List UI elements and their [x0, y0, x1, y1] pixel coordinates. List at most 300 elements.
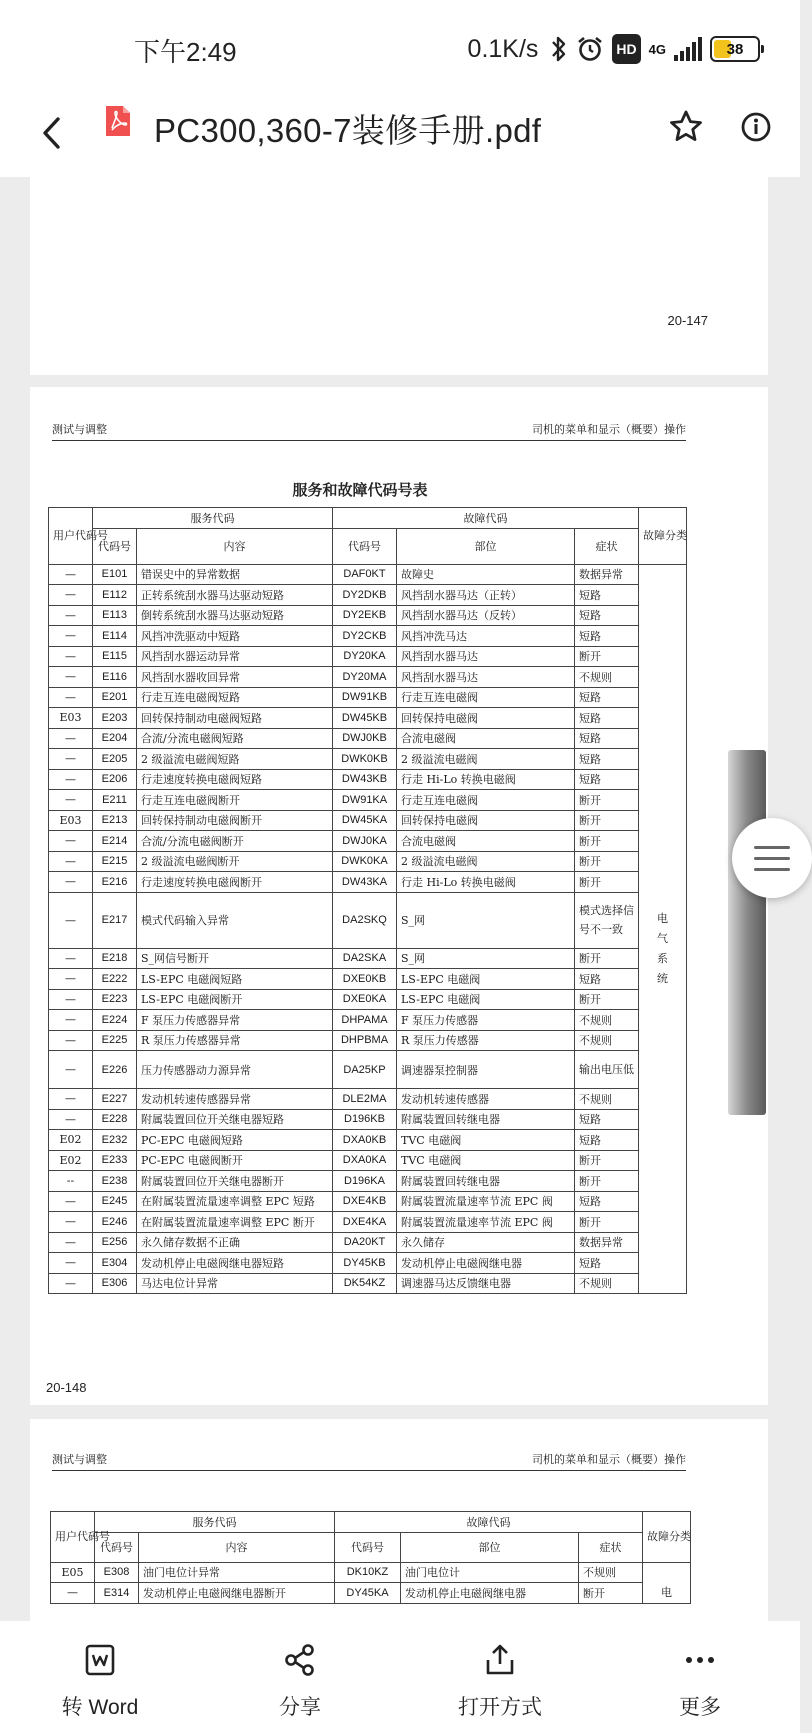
cell-user-code: -- — [49, 1171, 93, 1192]
cell-fault-code: DY45KA — [335, 1583, 401, 1604]
table-row — [49, 810, 687, 831]
cell-fault-code: DW45KB — [333, 708, 397, 729]
cell-fault-code: D196KB — [333, 1109, 397, 1130]
cell-part: 调速器泵控制器 — [397, 1051, 575, 1089]
cell-user-code: — — [49, 969, 93, 990]
cell-part: 附属装置流量速率节流 EPC 阀 — [397, 1212, 575, 1233]
cell-user-code: — — [49, 1109, 93, 1130]
table-row — [49, 1191, 687, 1212]
cell-user-code: — — [49, 585, 93, 606]
cell-part: 风挡刮水器马达（反转） — [397, 605, 575, 626]
table-row — [49, 646, 687, 667]
cell-symptom: 断开 — [575, 1171, 639, 1192]
cell-user-code: E02 — [49, 1150, 93, 1171]
hd-icon: HD — [612, 34, 640, 64]
cell-service-code: E215 — [93, 851, 137, 872]
cell-content: 压力传感器动力源异常 — [137, 1051, 333, 1089]
cell-fault-code: DWK0KA — [333, 851, 397, 872]
table-row — [49, 948, 687, 969]
pdf-file-icon — [104, 104, 132, 138]
cell-service-code: E206 — [93, 769, 137, 790]
cell-service-code: E217 — [93, 892, 137, 948]
table-row — [49, 892, 687, 948]
table-row — [49, 1171, 687, 1192]
cell-part: 发动机停止电磁阀继电器 — [401, 1583, 579, 1604]
header-user-code: 用户代码号 — [51, 1512, 95, 1563]
cell-service-code: E204 — [93, 728, 137, 749]
header-part: 部位 — [401, 1532, 579, 1562]
table-row — [49, 1109, 687, 1130]
table-row — [51, 1562, 691, 1583]
cell-symptom: 短路 — [575, 605, 639, 626]
cell-content: LS-EPC 电磁阀短路 — [137, 969, 333, 990]
cell-user-code: — — [49, 1051, 93, 1089]
star-icon[interactable] — [666, 107, 706, 147]
header-left: 测试与调整 — [52, 1453, 107, 1466]
cell-service-code: E218 — [93, 948, 137, 969]
cell-part: 行走互连电磁阀 — [397, 687, 575, 708]
cell-fault-code: DXE4KA — [333, 1212, 397, 1233]
cell-part: 合流电磁阀 — [397, 831, 575, 852]
cell-user-code: — — [49, 1273, 93, 1294]
cell-content: F 泵压力传感器异常 — [137, 1010, 333, 1031]
cell-service-code: E245 — [93, 1191, 137, 1212]
cell-symptom: 断开 — [575, 1212, 639, 1233]
table-row — [49, 708, 687, 729]
cell-content: PC-EPC 电磁阀短路 — [137, 1130, 333, 1151]
cell-part: 附属装置回转继电器 — [397, 1109, 575, 1130]
cell-fault-code: DY2EKB — [333, 605, 397, 626]
cell-content: 行走互连电磁阀断开 — [137, 790, 333, 811]
share-button[interactable] — [200, 1621, 400, 1733]
cell-symptom: 数据异常 — [575, 1232, 639, 1253]
cell-service-code: E228 — [93, 1109, 137, 1130]
cell-fault-code: DK10KZ — [335, 1562, 401, 1583]
cell-service-code: E304 — [93, 1253, 137, 1274]
table-row — [49, 605, 687, 626]
cell-part: 行走 Hi-Lo 转换电磁阀 — [397, 872, 575, 893]
cell-part: F 泵压力传感器 — [397, 1010, 575, 1031]
cell-service-code: E115 — [93, 646, 137, 667]
cell-user-code: — — [49, 948, 93, 969]
cell-part: 发动机转速传感器 — [397, 1089, 575, 1110]
header-symptom: 症状 — [579, 1532, 643, 1562]
cell-user-code: — — [49, 1232, 93, 1253]
cell-symptom: 短路 — [575, 749, 639, 770]
table-row — [49, 769, 687, 790]
cell-fault-code: DY20MA — [333, 667, 397, 688]
page-number: 20-147 — [667, 313, 708, 328]
header-symptom: 症状 — [575, 528, 639, 564]
table-row — [49, 564, 687, 585]
header-user-code: 用户代码号 — [49, 508, 93, 565]
cell-user-code: — — [49, 605, 93, 626]
cell-part: 2 级溢流电磁阀 — [397, 851, 575, 872]
header-service-code: 服务代码 — [95, 1512, 335, 1533]
table-row — [49, 1273, 687, 1294]
cell-symptom: 断开 — [579, 1583, 643, 1604]
cell-user-code: E05 — [51, 1562, 95, 1583]
cell-symptom: 不规则 — [575, 1089, 639, 1110]
cell-symptom: 不规则 — [575, 1273, 639, 1294]
cell-content: 2 级溢流电磁阀短路 — [137, 749, 333, 770]
cell-symptom: 断开 — [575, 872, 639, 893]
cell-part: 风挡刮水器马达（正转） — [397, 585, 575, 606]
open-with-button[interactable] — [400, 1621, 600, 1733]
cell-fault-code: DY2DKB — [333, 585, 397, 606]
cell-content: 风挡刮水器运动异常 — [137, 646, 333, 667]
cell-service-code: E205 — [93, 749, 137, 770]
cell-content: 发动机停止电磁阀继电器断开 — [139, 1583, 335, 1604]
cell-content: 在附属装置流量速率调整 EPC 短路 — [137, 1191, 333, 1212]
cell-user-code: — — [49, 831, 93, 852]
table-row — [49, 1030, 687, 1051]
cell-fault-code: DXE0KB — [333, 969, 397, 990]
cell-service-code: E306 — [93, 1273, 137, 1294]
cell-fault-code: DY20KA — [333, 646, 397, 667]
cell-fault-code: D196KA — [333, 1171, 397, 1192]
cell-user-code: E02 — [49, 1130, 93, 1151]
cell-service-code: E116 — [93, 667, 137, 688]
cell-content: R 泵压力传感器异常 — [137, 1030, 333, 1051]
cell-part: 风挡刮水器马达 — [397, 667, 575, 688]
header-right: 司机的菜单和显示（概要）操作 — [532, 423, 686, 436]
cell-user-code: — — [49, 892, 93, 948]
pdf-page-149 — [30, 1419, 768, 1629]
code-table — [48, 507, 687, 1294]
cell-symptom: 短路 — [575, 1253, 639, 1274]
cell-symptom: 不规则 — [575, 1010, 639, 1031]
signal-icon — [674, 37, 702, 61]
header-left: 测试与调整 — [52, 423, 107, 436]
cell-user-code: E03 — [49, 708, 93, 729]
cell-service-code: E211 — [93, 790, 137, 811]
cell-fault-code: DY45KB — [333, 1253, 397, 1274]
status-icons — [468, 32, 760, 66]
cell-symptom: 断开 — [575, 1150, 639, 1171]
cell-content: 在附属装置流量速率调整 EPC 断开 — [137, 1212, 333, 1233]
cell-user-code: — — [49, 1191, 93, 1212]
more-button[interactable] — [600, 1621, 800, 1733]
header-part: 部位 — [397, 528, 575, 564]
cell-part: 调速器马达反馈继电器 — [397, 1273, 575, 1294]
cell-user-code: — — [49, 790, 93, 811]
cell-fault-code: DXA0KB — [333, 1130, 397, 1151]
cell-user-code: — — [51, 1583, 95, 1604]
cell-fault-code: DA20KT — [333, 1232, 397, 1253]
cell-user-code: — — [49, 687, 93, 708]
cell-service-code: E214 — [93, 831, 137, 852]
cell-service-code: E216 — [93, 872, 137, 893]
more-dots-icon — [683, 1643, 717, 1677]
cell-user-code: — — [49, 749, 93, 770]
cell-fault-code: DLE2MA — [333, 1089, 397, 1110]
cell-content: 马达电位计异常 — [137, 1273, 333, 1294]
alarm-icon — [576, 34, 604, 64]
cell-service-code: E314 — [95, 1583, 139, 1604]
cell-category: 电 气 系 统 — [639, 564, 687, 1294]
cell-content: 发动机转速传感器异常 — [137, 1089, 333, 1110]
cell-part: 油门电位计 — [401, 1562, 579, 1583]
table-row — [49, 585, 687, 606]
table-row — [49, 851, 687, 872]
header-fault-code-no: 代码号 — [333, 528, 397, 564]
cell-fault-code: DWJ0KA — [333, 831, 397, 852]
cell-service-code: E227 — [93, 1089, 137, 1110]
cell-fault-code: DW45KA — [333, 810, 397, 831]
cell-user-code: — — [49, 1030, 93, 1051]
cell-symptom: 短路 — [575, 1191, 639, 1212]
cell-symptom: 断开 — [575, 989, 639, 1010]
cell-service-code: E201 — [93, 687, 137, 708]
running-header — [52, 419, 686, 441]
page-number: 20-148 — [46, 1380, 87, 1395]
cell-content: 回转保持制动电磁阀短路 — [137, 708, 333, 729]
cell-symptom: 输出电压低 — [575, 1051, 639, 1089]
cell-symptom: 断开 — [575, 831, 639, 852]
cell-symptom: 短路 — [575, 728, 639, 749]
header-code-no: 代码号 — [95, 1532, 139, 1562]
cell-service-code: E203 — [93, 708, 137, 729]
cell-fault-code: DW91KA — [333, 790, 397, 811]
cell-service-code: E225 — [93, 1030, 137, 1051]
cell-content: 正转系统刮水器马达驱动短路 — [137, 585, 333, 606]
cell-part: 行走互连电磁阀 — [397, 790, 575, 811]
cell-service-code: E256 — [93, 1232, 137, 1253]
cell-symptom: 短路 — [575, 969, 639, 990]
bluetooth-icon — [550, 34, 568, 64]
cell-fault-code: DY2CKB — [333, 626, 397, 647]
cell-fault-code: DWJ0KB — [333, 728, 397, 749]
cell-part: 发动机停止电磁阀继电器 — [397, 1253, 575, 1274]
cell-part: TVC 电磁阀 — [397, 1130, 575, 1151]
back-arrow-icon[interactable] — [30, 111, 74, 155]
cell-fault-code: DHPBMA — [333, 1030, 397, 1051]
cell-content: 行走互连电磁阀短路 — [137, 687, 333, 708]
running-header — [52, 1449, 686, 1471]
cell-fault-code: DAF0KT — [333, 564, 397, 585]
cell-symptom: 断开 — [575, 810, 639, 831]
cell-content: 附属装置回位开关继电器短路 — [137, 1109, 333, 1130]
cell-category: 电 — [643, 1562, 691, 1603]
cell-user-code: — — [49, 728, 93, 749]
document-title: PC300,360-7装修手册.pdf — [154, 112, 542, 149]
cell-symptom: 短路 — [575, 687, 639, 708]
header-right: 司机的菜单和显示（概要）操作 — [532, 1453, 686, 1466]
cell-symptom: 断开 — [575, 948, 639, 969]
cell-symptom: 短路 — [575, 626, 639, 647]
header-category: 故障分类 — [643, 1512, 691, 1563]
cell-content: 合流/分流电磁阀短路 — [137, 728, 333, 749]
cell-symptom: 短路 — [575, 769, 639, 790]
scrollbar-thumb[interactable] — [728, 750, 766, 1115]
table-row — [49, 1212, 687, 1233]
menu-handle-icon[interactable] — [732, 818, 812, 898]
word-doc-icon — [83, 1643, 117, 1677]
cell-content: 油门电位计异常 — [139, 1562, 335, 1583]
battery-icon — [710, 36, 760, 62]
cell-content: 风挡冲洗驱动中短路 — [137, 626, 333, 647]
code-table — [50, 1511, 691, 1604]
header-fault-code: 故障代码 — [333, 508, 639, 529]
convert-word-label: 转 Word — [61, 1696, 139, 1719]
cell-symptom: 断开 — [575, 790, 639, 811]
table-row — [49, 872, 687, 893]
cell-symptom: 短路 — [575, 1109, 639, 1130]
cell-service-code: E222 — [93, 969, 137, 990]
cell-fault-code: DA25KP — [333, 1051, 397, 1089]
cell-content: 行走速度转换电磁阀短路 — [137, 769, 333, 790]
table-row — [49, 749, 687, 770]
cell-part: 行走 Hi-Lo 转换电磁阀 — [397, 769, 575, 790]
table-row — [49, 1232, 687, 1253]
table-row — [49, 790, 687, 811]
table-row — [49, 831, 687, 852]
cell-part: LS-EPC 电磁阀 — [397, 989, 575, 1010]
table-row — [49, 728, 687, 749]
header-content: 内容 — [139, 1532, 335, 1562]
open-with-label: 打开方式 — [458, 1696, 542, 1719]
share-label: 分享 — [279, 1696, 321, 1719]
cell-user-code: — — [49, 1089, 93, 1110]
table-row — [49, 667, 687, 688]
table-row — [49, 1010, 687, 1031]
cell-fault-code: DW43KA — [333, 872, 397, 893]
bottom-toolbar — [0, 1621, 800, 1733]
cell-content: 错误史中的异常数据 — [137, 564, 333, 585]
cell-content: 附属装置回位开关继电器断开 — [137, 1171, 333, 1192]
cell-symptom: 不规则 — [575, 1030, 639, 1051]
table-row — [49, 969, 687, 990]
cell-service-code: E308 — [95, 1562, 139, 1583]
cell-service-code: E114 — [93, 626, 137, 647]
table-row — [49, 1051, 687, 1089]
cell-user-code: — — [49, 1212, 93, 1233]
cell-user-code: — — [49, 564, 93, 585]
cell-service-code: E213 — [93, 810, 137, 831]
cell-symptom: 不规则 — [575, 667, 639, 688]
cell-symptom: 短路 — [575, 1130, 639, 1151]
cell-service-code: E224 — [93, 1010, 137, 1031]
cell-part: 风挡刮水器马达 — [397, 646, 575, 667]
status-time: 下午2:49 — [134, 37, 237, 67]
share-icon — [283, 1643, 317, 1677]
cell-part: S_网 — [397, 892, 575, 948]
cell-service-code: E223 — [93, 989, 137, 1010]
cell-symptom: 模式选择信号不一致 — [575, 892, 639, 948]
cell-part: TVC 电磁阀 — [397, 1150, 575, 1171]
cell-symptom: 断开 — [575, 851, 639, 872]
table-row — [49, 626, 687, 647]
net-speed: 0.1K/s — [467, 34, 539, 63]
title-bar — [0, 95, 800, 177]
cell-part: 2 级溢流电磁阀 — [397, 749, 575, 770]
cell-part: LS-EPC 电磁阀 — [397, 969, 575, 990]
cell-content: PC-EPC 电磁阀断开 — [137, 1150, 333, 1171]
battery-level: 38 — [726, 40, 744, 58]
cell-content: 风挡刮水器收回异常 — [137, 667, 333, 688]
cell-user-code: — — [49, 646, 93, 667]
cell-content: 发动机停止电磁阀继电器短路 — [137, 1253, 333, 1274]
cell-fault-code: DHPAMA — [333, 1010, 397, 1031]
cell-content: LS-EPC 电磁阀断开 — [137, 989, 333, 1010]
cell-service-code: E113 — [93, 605, 137, 626]
cell-user-code: — — [49, 626, 93, 647]
header-category: 故障分类 — [639, 508, 687, 565]
cell-content: 2 级溢流电磁阀断开 — [137, 851, 333, 872]
cell-service-code: E238 — [93, 1171, 137, 1192]
pdf-page-147 — [30, 177, 768, 375]
pdf-page-148 — [30, 387, 768, 1405]
cell-fault-code: DK54KZ — [333, 1273, 397, 1294]
cell-part: R 泵压力传感器 — [397, 1030, 575, 1051]
cell-symptom: 短路 — [575, 708, 639, 729]
header-code-no: 代码号 — [93, 528, 137, 564]
cell-part: 永久储存 — [397, 1232, 575, 1253]
cell-part: S_网 — [397, 948, 575, 969]
cell-symptom: 数据异常 — [575, 564, 639, 585]
header-content: 内容 — [137, 528, 333, 564]
cell-symptom: 不规则 — [579, 1562, 643, 1583]
table-row — [49, 1089, 687, 1110]
cell-part: 合流电磁阀 — [397, 728, 575, 749]
cell-content: 模式代码输入异常 — [137, 892, 333, 948]
cell-fault-code: DA2SKQ — [333, 892, 397, 948]
cell-part: 回转保持电磁阀 — [397, 708, 575, 729]
cell-content: 回转保持制动电磁阀断开 — [137, 810, 333, 831]
header-fault-code: 故障代码 — [335, 1512, 643, 1533]
cell-fault-code: DA2SKA — [333, 948, 397, 969]
cell-fault-code: DXA0KA — [333, 1150, 397, 1171]
cell-service-code: E112 — [93, 585, 137, 606]
cell-fault-code: DXE4KB — [333, 1191, 397, 1212]
network-type: 4G — [648, 41, 666, 57]
cell-user-code: E03 — [49, 810, 93, 831]
cell-fault-code: DWK0KB — [333, 749, 397, 770]
cell-user-code: — — [49, 989, 93, 1010]
cell-fault-code: DW43KB — [333, 769, 397, 790]
cell-user-code: — — [49, 1010, 93, 1031]
cell-content: S_网信号断开 — [137, 948, 333, 969]
more-label: 更多 — [679, 1696, 721, 1719]
cell-symptom: 断开 — [575, 646, 639, 667]
convert-word-button[interactable] — [0, 1621, 200, 1733]
cell-user-code: — — [49, 872, 93, 893]
cell-content: 合流/分流电磁阀断开 — [137, 831, 333, 852]
cell-user-code: — — [49, 667, 93, 688]
cell-fault-code: DW91KB — [333, 687, 397, 708]
cell-symptom: 短路 — [575, 585, 639, 606]
cell-part: 故障史 — [397, 564, 575, 585]
cell-service-code: E101 — [93, 564, 137, 585]
cell-part: 附属装置流量速率节流 EPC 阀 — [397, 1191, 575, 1212]
table-row — [51, 1583, 691, 1604]
cell-service-code: E226 — [93, 1051, 137, 1089]
status-bar — [0, 0, 800, 95]
cell-fault-code: DXE0KA — [333, 989, 397, 1010]
cell-part: 回转保持电磁阀 — [397, 810, 575, 831]
cell-part: 附属装置回转继电器 — [397, 1171, 575, 1192]
cell-content: 行走速度转换电磁阀断开 — [137, 872, 333, 893]
cell-user-code: — — [49, 851, 93, 872]
table-row — [49, 989, 687, 1010]
table-row — [49, 687, 687, 708]
header-service-code: 服务代码 — [93, 508, 333, 529]
table-row — [49, 1150, 687, 1171]
info-icon[interactable] — [736, 107, 776, 147]
table-title: 服务和故障代码号表 — [292, 481, 428, 499]
cell-content: 倒转系统刮水器马达驱动短路 — [137, 605, 333, 626]
